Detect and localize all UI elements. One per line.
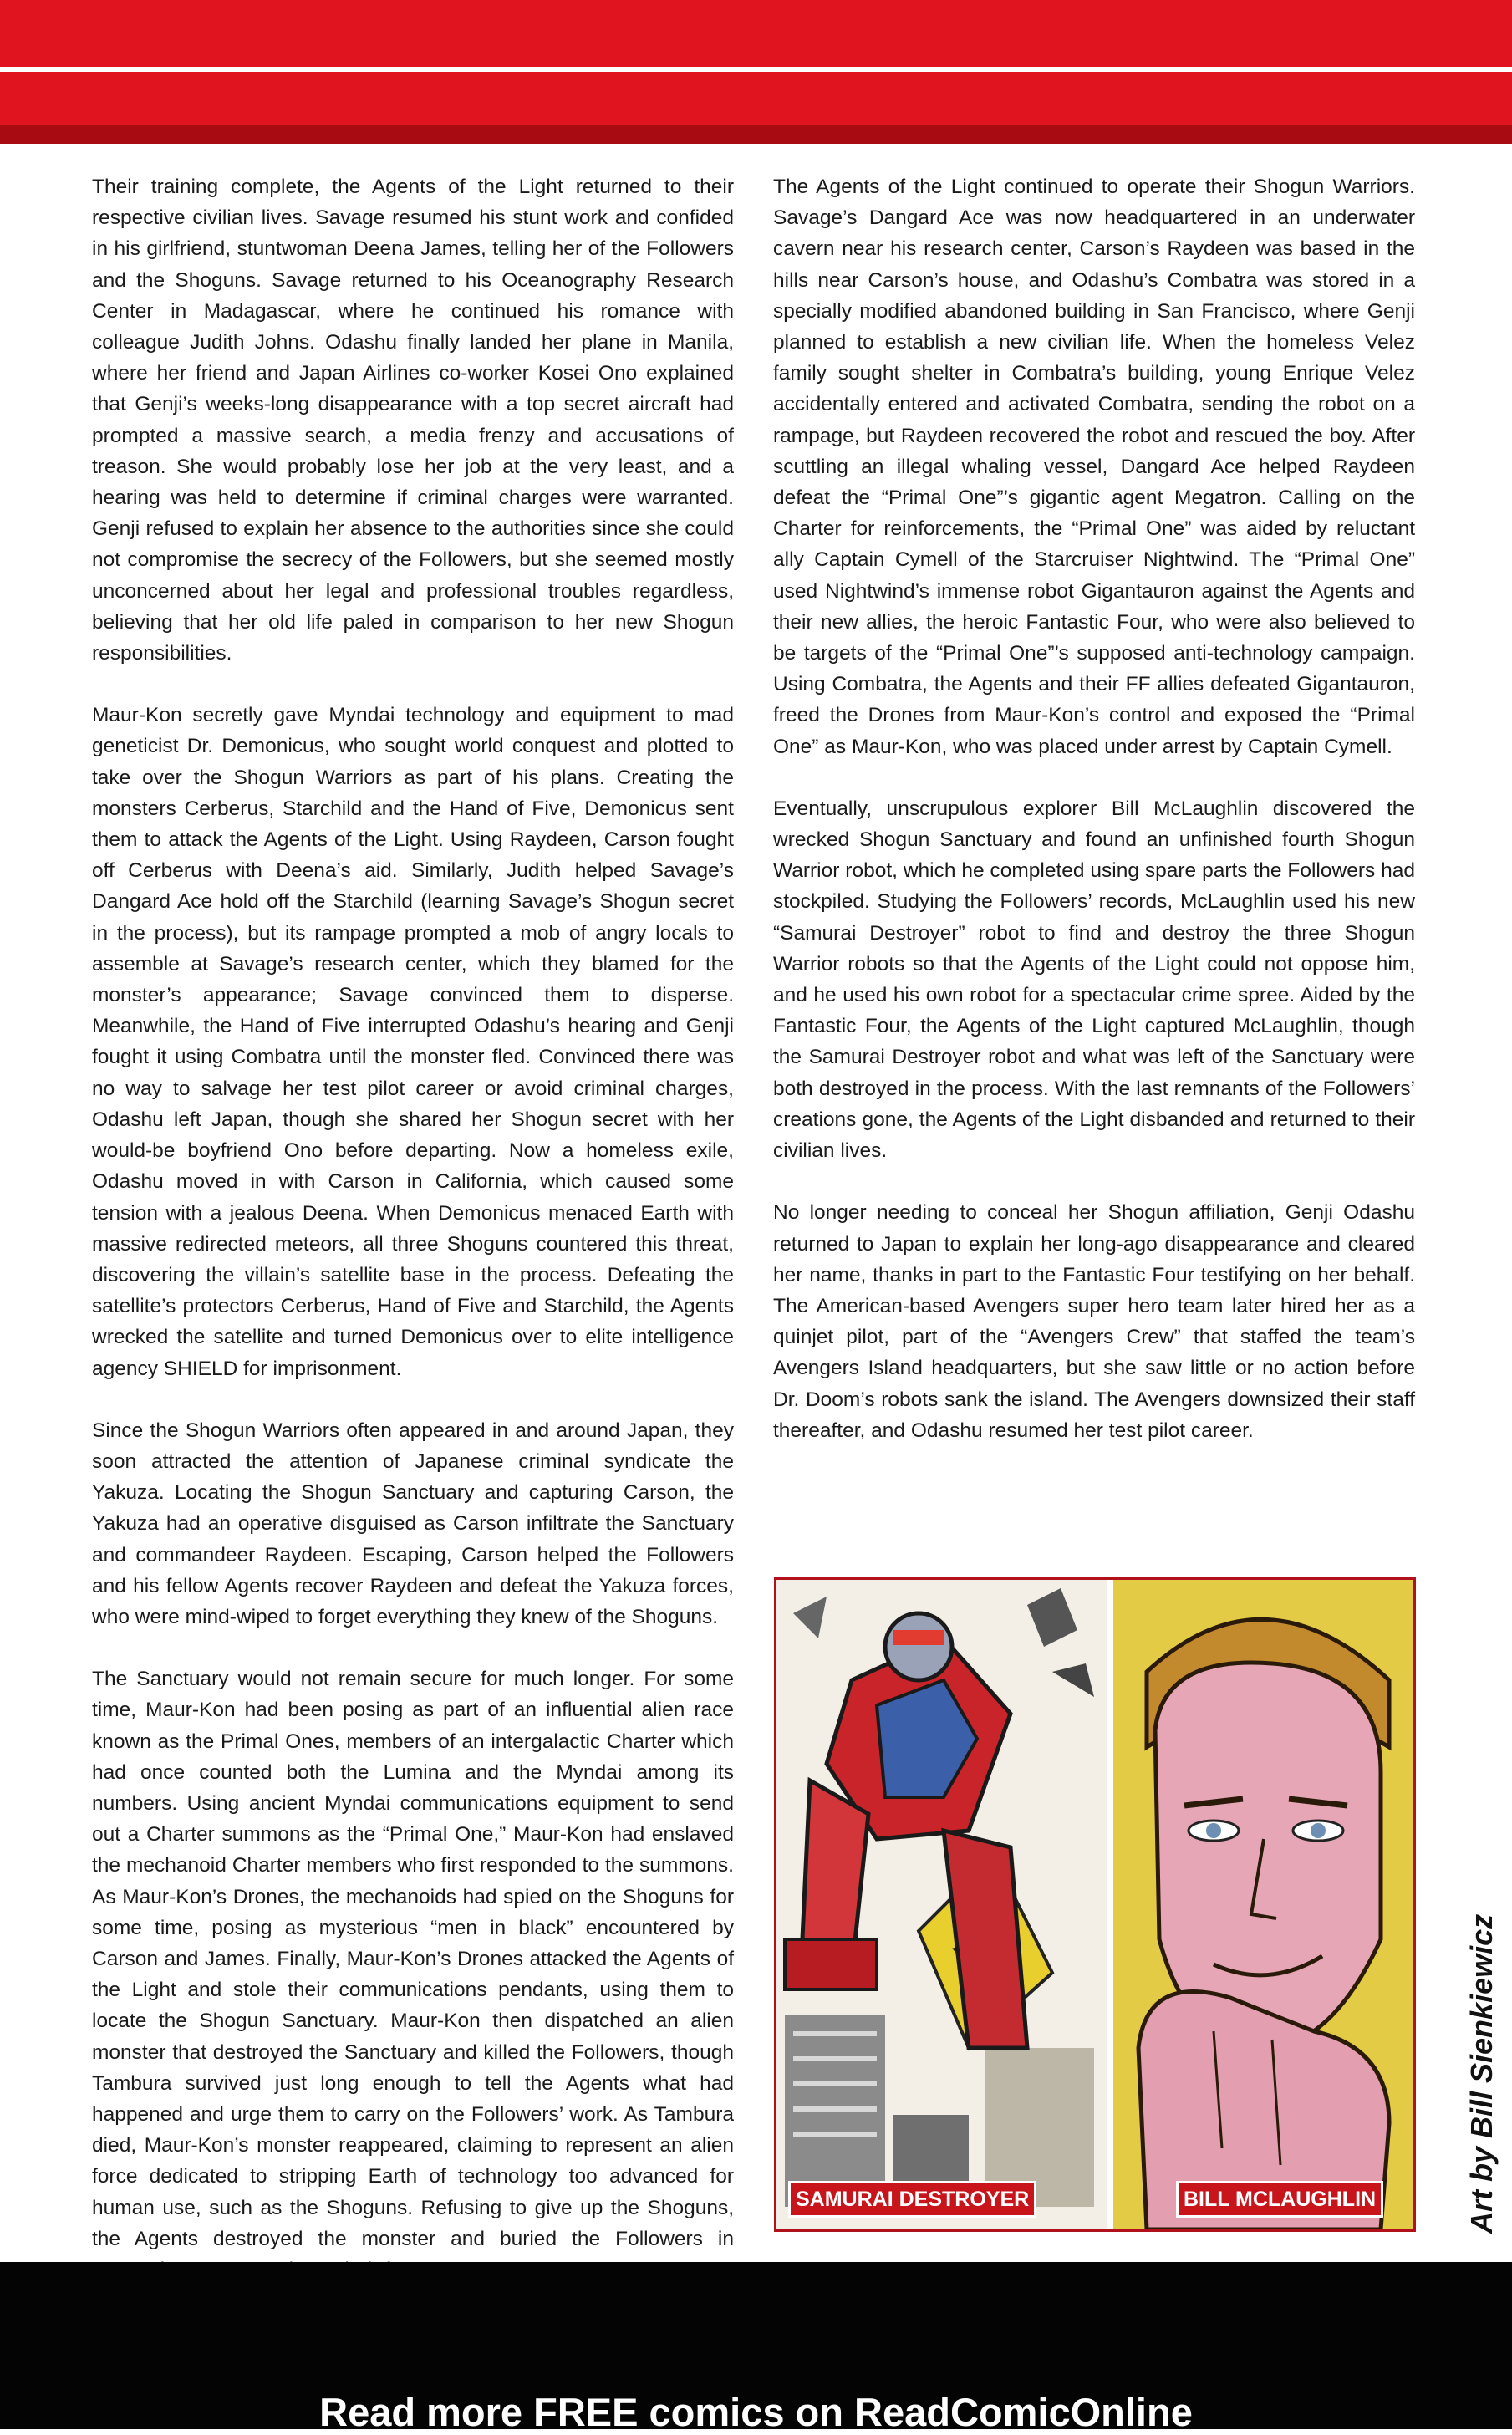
bill-mclaughlin-illustration: [1113, 1580, 1413, 2229]
paragraph: No longer needing to conceal her Shogun affiliation, Genji Odashu returned to Japan to explain her long-ago disappearance and cleared her name, thanks in part to the Fantastic Four testifying on her behalf. The American-based Avengers super hero team later hired her as a quinjet pilot, part of the “Avengers Crew” that staffed the team’s Avengers Island headquarters, but she saw little or no action before Dr. Doom’s robots sank the island. The Avengers downsized their staff thereafter, and Odashu resumed her test pilot career.: [773, 1201, 1415, 1442]
paragraph: The Sanctuary would not remain secure for much longer. For some time, Maur-Kon had been posing as part of an influential alien race known as the Primal Ones, members of an intergalactic Charter which had once counted both the Lumina and the Myndai among its numbers. Using ancient Myndai communications equipment to send out a Charter summons as the “Primal One,” Maur-Kon had enslaved the mechanoid Charter members who first responded to the summons. As Maur-Kon’s Drones, the mechanoids had spied on the Shoguns for some time, posing as mysterious “men in black” encountered by Carson and James. Finally, Maur-Kon’s Drones attacked the Agents of the Light and stole their communications pendants, using them to locate the Shogun Sanctuary. Maur-Kon then dispatched an alien monster that destroyed the Sanctuary and killed the Followers, though Tambura survived just long enough to tell the Agents what had happened and urge them to carry on the Followers’ work. As Tambura died, Maur-Kon’s monster reappeared, claiming to represent an alien force dedicated to stripping Earth of technology too advanced for human use, such as the Shoguns. Refusing to give up the Shoguns, the Agents destroyed the monster and buried the Followers in: [92, 1668, 734, 2250]
samurai-destroyer-illustration: [776, 1580, 1107, 2229]
left-column: [92, 171, 734, 2316]
footer-promo-link[interactable]: Read more FREE comics on ReadComicOnline: [319, 2390, 1193, 2434]
art-credit: Art by Bill Sienkiewicz: [1464, 1913, 1499, 2234]
right-column: [773, 171, 1415, 1477]
portrait-drawing: [1113, 1580, 1413, 2229]
paragraph: Eventually, unscrupulous explorer Bill McLaughlin discovered the wrecked Shogun Sanctuary and found an unfinished fourth Shogun Warrior robot, which he completed using spare parts the Followers had stockpiled. Studying the Followers’ records, McLaughlin used his new “Samurai Destroyer” robot to find and destroy the three Shogun Warrior robots so that the Agents of the Light could not oppose him, and he used his own robot for a spectacular crime spree. Aided by the Fantastic Four, the Agents of the Light captured McLaughlin, though the Samurai Destroyer robot and what was left of the Sanctuary were both destroyed in the process. With the last remnants of the Followers’ creations gone, the Agents of the Light disbanded and returned to their civilian lives.: [773, 797, 1415, 1163]
bill-mclaughlin-caption: BILL MCLAUGHLIN: [1176, 2181, 1383, 2218]
art-panel: [774, 1577, 1416, 2232]
samurai-destroyer-caption: SAMURAI DESTROYER: [788, 2181, 1036, 2218]
paragraph: Maur-Kon secretly gave Myndai technology and equipment to mad geneticist Dr. Demonicus, who sought world conquest and plotted to take over the Shogun Warriors as part of his plans. Creating the monsters Cerberus, Starchild and the Hand of Five, Demonicus sent them to attack the Agents of the Light. Using Raydeen, Carson fought off Cerberus with Deena’s aid. Similarly, Judith helped Savage’s Dangard Ace hold off the Starchild (learning Savage’s Shogun secret in the process), but its rampage prompted a mob of angry locals to assemble at Savage’s research center, which they blamed for the monster’s appearance; Savage convinced them to disperse. Meanwhile, the Hand of Five interrupted Odashu’s hearing and Genji fought it using Combatra until the monster fled. Convinced there was no way to salvage her test pilot career or avoid criminal charges, Odashu left Japan, though she shared her Shogun secret with her would-be boyfriend Ono before departing. Now a homeless exile, Odashu moved in with Carson in California, which caused some tension with a jealous Deena. When Demonicus menaced Earth with massive redirected meteors, all three Shoguns countered this threat, discovering the villain’s satellite base in the process. Defeating the satellite’s protectors Cerberus, Hand of Five and Starchild, the Agents wrecked the satellite and turned Demonicus over to elite intelligence agency SHIELD for imprisonment.: [92, 704, 734, 1380]
header-shade: [0, 125, 1512, 144]
robot-drawing: [776, 1580, 1107, 2229]
paragraph: Since the Shogun Warriors often appeared in and around Japan, they soon attracted the attention of Japanese criminal syndicate the Yakuza. Locating the Shogun Sanctuary and capturing Carson, the Yakuza had an operative disguised as Carson infiltrate the Sanctuary and commandeer Raydeen. Escaping, Carson helped the Followers and his fellow Agents recover Raydeen and defeat the Yakuza forces, who were mind-wiped to forget everything they knew of the Shoguns.: [92, 1419, 734, 1628]
paragraph: Their training complete, the Agents of the Light returned to their respective civilian lives. Savage resumed his stunt work and confided in his girlfriend, stuntwoman Deena James, telling her of the Followers and the Shoguns. Savage returned to his Oceanography Research Center in Madagascar, where he continued his romance with colleague Judith Johns. Odashu finally landed her plane in Manila, where her friend and Japan Airlines co-worker Kosei Ono explained that Genji’s weeks-long disappearance with a top secret aircraft had prompted a massive search, a media frenzy and accusations of treason. She would probably lose her job at the very least, and a hearing was held to determine if criminal charges were warranted. Genji refused to explain her absence to the authorities since she could not compromise the secrecy of the Followers, but she seemed mostly unconcerned about her legal and professional troubles regardless, believing that her old life paled in comparison to her new Shogun responsibilities.: [92, 176, 734, 665]
header-band: [0, 0, 1512, 144]
panel-divider: [1107, 1580, 1113, 2229]
paragraph: The Agents of the Light continued to operate their Shogun Warriors. Savage’s Dangard Ace was now headquartered in an underwater cavern near his research center, Carson’s Raydeen was based in the hills near Carson’s house, and Odashu’s Combatra was stored in a specially modified abandoned building in San Francisco, where Genji planned to establish a new civilian life. When the homeless Velez family sought shelter in Combatra’s building, young Enrique Velez accidentally entered and activated Combatra, sending the robot on a rampage, but Raydeen recovered the robot and rescued the boy. After scuttling an illegal whaling vessel, Dangard Ace helped Raydeen defeat the “Primal One”’s gigantic agent Megatron. Calling on the Charter for reinforcements, the “Primal One” was aided by reluctant ally Captain Cymell of the Starcruiser Nightwind. The “Primal One” used Nightwind’s immense robot Gigantauron against the Agents and their new allies, the heroic Fantastic Four, who were also believed to be targets of the “Primal One”’s supposed anti-technology campaign. Using Combatra, the Agents and their FF allies defeated Gigantauron, freed the Drones from Maur-Kon’s control and exposed the “Primal One” as Maur-Kon, who was placed under arrest by Captain Cymell.: [773, 176, 1415, 758]
header-stripe: [0, 67, 1512, 72]
